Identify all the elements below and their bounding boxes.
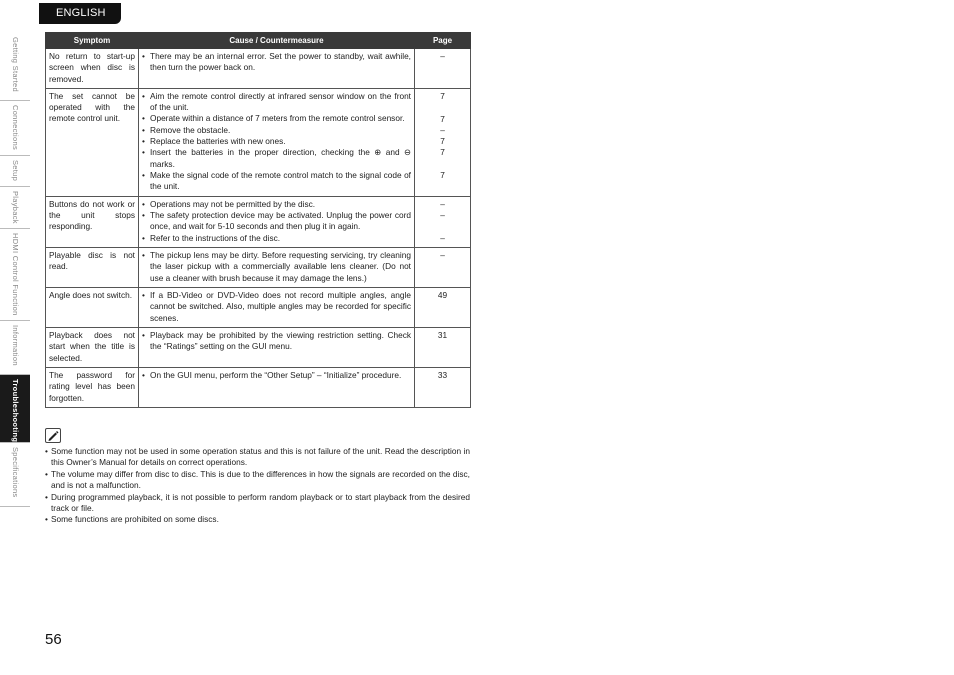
- page-ref: 7: [440, 169, 445, 180]
- side-nav-label: HDMI Control Function: [11, 233, 20, 316]
- side-nav-label: Information: [11, 325, 20, 366]
- page-ref: –: [440, 250, 445, 261]
- cause-item: • Aim the remote control directly at infrared sensor window on the front of the unit.: [142, 91, 411, 114]
- page-ref: –: [440, 209, 445, 220]
- cause-item: • The pickup lens may be dirty. Before requesting servicing, try cleaning the laser pickup with a commercially available lens cleaner. (Do not use a cleaner with brush because it may damage the lens.): [142, 250, 411, 284]
- symptom-cell: Buttons do not work or the unit stops responding.: [46, 196, 139, 247]
- page-ref: 7: [440, 90, 445, 101]
- table-row: [46, 196, 471, 247]
- cause-item: • Remove the obstacle.: [142, 125, 411, 136]
- page-cell: [415, 88, 471, 196]
- page-header: Page: [415, 33, 471, 49]
- page-number: 56: [45, 631, 62, 648]
- page-ref: 33: [437, 369, 448, 380]
- notes-list: [45, 446, 470, 526]
- side-nav-label: Specifications: [11, 447, 20, 498]
- table-row: [46, 88, 471, 196]
- table-row: [46, 248, 471, 288]
- table-row: [46, 288, 471, 328]
- side-nav-label: Getting Started: [11, 37, 20, 92]
- symptom-header: Symptom: [46, 33, 139, 49]
- cause-item: • Playback may be prohibited by the viewing restriction setting. Check the “Ratings” setting on the GUI menu.: [142, 330, 411, 353]
- page-ref: –: [440, 232, 445, 243]
- cause-cell: [139, 367, 415, 407]
- side-navigation: [0, 33, 30, 507]
- page-ref: –: [440, 51, 445, 61]
- page-ref: –: [440, 198, 445, 209]
- side-nav-item[interactable]: [0, 156, 30, 187]
- side-nav-item[interactable]: [0, 101, 30, 156]
- table-row: [46, 367, 471, 407]
- cause-item: • Replace the batteries with new ones.: [142, 136, 411, 147]
- cause-cell: [139, 288, 415, 328]
- page-cell: [415, 367, 471, 407]
- side-nav-item[interactable]: [0, 443, 30, 507]
- side-nav-item[interactable]: [0, 229, 30, 321]
- table-header-row: [46, 33, 471, 49]
- cause-cell: [139, 196, 415, 247]
- side-nav-label: Setup: [11, 160, 20, 182]
- symptom-cell: Playable disc is not read.: [46, 248, 139, 288]
- symptom-cell: Angle does not switch.: [46, 288, 139, 328]
- cause-item: • Make the signal code of the remote control match to the signal code of the unit.: [142, 170, 411, 193]
- side-nav-item[interactable]: [0, 321, 30, 375]
- troubleshooting-table: [45, 32, 471, 408]
- pencil-icon: [45, 428, 61, 443]
- cause-item: • Operations may not be permitted by the disc.: [142, 199, 411, 210]
- symptom-cell: No return to start-up screen when disc is removed.: [46, 49, 139, 89]
- page-cell: [415, 248, 471, 288]
- symptom-cell: Playback does not start when the title is selected.: [46, 328, 139, 368]
- note-item: • During programmed playback, it is not possible to perform random playback or to start playback from the desired track or file.: [45, 492, 470, 515]
- cause-item: • On the GUI menu, perform the “Other Setup” – “Initialize” procedure.: [142, 370, 411, 381]
- cause-header: Cause / Countermeasure: [139, 33, 415, 49]
- page-ref: –: [440, 124, 445, 135]
- table-row: [46, 328, 471, 368]
- cause-cell: [139, 248, 415, 288]
- cause-item: • There may be an internal error. Set the power to standby, wait awhile, then turn the power back on.: [142, 51, 411, 74]
- note-item: • Some functions are prohibited on some discs.: [45, 514, 470, 525]
- cause-item: • The safety protection device may be activated. Unplug the power cord once, and wait for 5-10 seconds and then plug it in again.: [142, 210, 411, 233]
- page-ref: 7: [440, 135, 445, 146]
- page-cell: [415, 196, 471, 247]
- cause-item: • Refer to the instructions of the disc.: [142, 233, 411, 244]
- cause-item: • Operate within a distance of 7 meters from the remote control sensor.: [142, 113, 411, 124]
- symptom-cell: The password for rating level has been forgotten.: [46, 367, 139, 407]
- page-cell: [415, 288, 471, 328]
- cause-cell: [139, 49, 415, 89]
- side-nav-label: Troubleshooting: [11, 379, 20, 443]
- side-nav-item[interactable]: [0, 187, 30, 229]
- side-nav-item[interactable]: [0, 375, 30, 443]
- side-nav-label: Playback: [11, 191, 20, 224]
- page-ref: 7: [440, 113, 445, 124]
- cause-item: • Insert the batteries in the proper direction, checking the ⊕ and ⊖ marks.: [142, 147, 411, 170]
- page-ref: 31: [437, 330, 448, 341]
- table-row: [46, 49, 471, 89]
- note-item: • The volume may differ from disc to disc. This is due to the differences in how the signals are recorded on the disc, and is not a malfunction.: [45, 469, 470, 492]
- note-item: • Some function may not be used in some operation status and this is not failure of the unit. Read the description in this Owner’s Manual for details on correct operations.: [45, 446, 470, 469]
- cause-cell: [139, 328, 415, 368]
- page-cell: [415, 328, 471, 368]
- symptom-cell: The set cannot be operated with the remote control unit.: [46, 88, 139, 196]
- side-nav-item[interactable]: [0, 33, 30, 101]
- page-ref: 7: [440, 146, 445, 157]
- cause-item: • If a BD-Video or DVD-Video does not record multiple angles, angle cannot be switched. Also, multiple angles may be recorded for specific scenes.: [142, 290, 411, 324]
- cause-cell: [139, 88, 415, 196]
- page-cell: [415, 49, 471, 89]
- side-nav-label: Connections: [11, 105, 20, 150]
- language-tab: ENGLISH: [39, 3, 121, 24]
- page-ref: 49: [437, 290, 448, 301]
